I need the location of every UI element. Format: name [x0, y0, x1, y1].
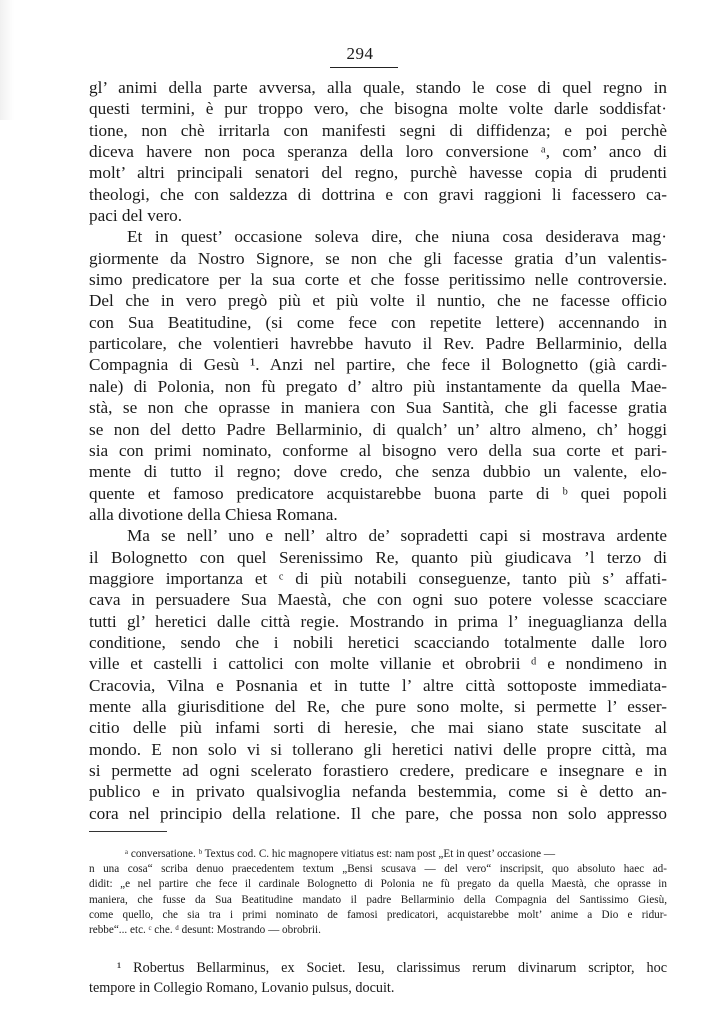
body-text-line: stà, se non che oprasse in maniera con Sua Santità, che gli facesse gratia [89, 398, 667, 418]
body-text-line: cora nel principio della relatione. Il che pare, che possa non solo appresso [89, 803, 667, 823]
footnote-separator-rule [89, 831, 167, 832]
body-text-line: questi termini, è pur troppo vero, che bisogna molte volte darle soddisfat· [89, 99, 667, 119]
apparatus-line: ᵃ conversatione. ᵇ Textus cod. C. hic magnopere vitiatus est: nam post „Et in quest’ occasione — [125, 848, 556, 860]
body-text-line: Ma se nell’ uno e nell’ altro de’ sopradetti capi si mostrava ardente [127, 526, 667, 546]
page-number-underline [330, 67, 398, 68]
body-text-line: conditione, sendo che i nobili heretici scacciando totalmente dalle loro [89, 632, 667, 652]
body-text-line: alla divotione della Chiesa Romana. [89, 504, 338, 524]
body-text-line: citio delle più infami sorti di heresie, che mai siano state suscitate al [89, 718, 667, 738]
page-number: 294 [346, 44, 374, 63]
body-text-line: quente et famoso predicatore acquistarebbe buona parte di ᵇ quei popoli [89, 483, 667, 503]
body-text-line: gl’ animi della parte avversa, alla quale, stando le cose di quel regno in [89, 78, 667, 97]
body-text-line: con Sua Beatitudine, (si come fece con repetite lettere) accennando in [89, 312, 667, 332]
body-text-line: nale) di Polonia, non fù pregato d’ altro più instantamente da quella Mae- [89, 376, 667, 396]
body-text-line: il Bolognetto con quel Serenissimo Re, quanto più giudicava ’l terzo di [89, 547, 667, 567]
body-text-line: mente alla giurisditione del Re, che pure sono molte, si permette l’ esser- [89, 696, 667, 716]
body-text-line: molt’ altri principali senatori del regno, purchè havesse copia di prudenti [89, 163, 667, 183]
body-text-line: tione, non chè irritarla con manifesti segni di diffidenza; e poi perchè [89, 120, 667, 140]
body-text-line: si permette ad ogni scelerato forastiero credere, predicare e insegnare e in [89, 761, 667, 780]
apparatus-line: n una cosa“ scriba denuo praecedentem textum „Bensi scusava — del vero“ inscripsit, quo absoluto haec ad- [89, 863, 667, 876]
body-text-line: paci del vero. [89, 206, 183, 226]
body-text-line: simo predicatore per la sua corte et che fosse peritissimo nelle controversie. [89, 270, 667, 290]
body-text-line: cava in persuadere Sua Maestà, che con ogni suo potere volesse scacciare [89, 590, 667, 610]
footnote-block [89, 958, 667, 998]
body-text-line: mondo. E non solo vi si tollerano gli heretici nativi delle propre città, ma [89, 739, 667, 759]
body-text-line: mente di tutto il regno; dove credo, che senza dubbio un valente, elo- [89, 462, 667, 482]
critical-apparatus [89, 847, 667, 938]
body-text-line: Compagnia di Gesù ¹. Anzi nel partire, che fece il Bolognetto (già cardi- [89, 355, 667, 375]
body-text-line: Del che in vero pregò più et più volte il nuntio, che ne facesse officio [89, 291, 667, 311]
body-text-line: sia con primi nominato, conforme al bisogno vero della sua corte et pari- [89, 440, 667, 460]
body-text-line: Et in quest’ occasione soleva dire, che niuna cosa desiderava mag· [127, 227, 667, 247]
body-text-line: giormente da Nostro Signore, se non che gli facesse gratia d’un valentis- [89, 248, 667, 268]
apparatus-line: maniera, che fusse da Sua Beatitudine mandato il padre Bellarminio della Compagnia del Santissimo Giesù, [89, 893, 667, 906]
body-text-line: ville et castelli i cattolici con molte villanie et obrobrii ᵈ e nondimeno in [89, 654, 667, 674]
apparatus-line: didit: „e nel partire che fece il cardinale Bolognetto di Polonia ne fù pregato da quella Maestà, che oprasse in [89, 878, 667, 891]
body-text-line: tutti gl’ heretici dalle città regie. Mostrando in prima l’ ineguaglianza della [89, 611, 667, 631]
apparatus-line: rebbe“... etc. ᶜ che. ᵈ desunt: Mostrando — obrobrii. [89, 923, 321, 936]
footnote-line: tempore in Collegio Romano, Lovanio pulsus, docuit. [89, 980, 395, 996]
body-text-line: diceva havere non poca speranza della loro conversione ᵃ, com’ anco di [89, 142, 667, 162]
footnote-line: ¹ Robertus Bellarminus, ex Societ. Iesu, clarissimus rerum divinarum scriptor, hoc [117, 960, 667, 976]
body-text-line: theologi, che con saldezza di dottrina e con gravi raggioni li facessero ca- [89, 184, 667, 204]
body-text-line: maggiore importanza et ᶜ di più notabili conseguenze, tanto più s’ affati- [89, 568, 667, 588]
main-text-body [89, 77, 667, 824]
body-text-line: se non del detto Padre Bellarminio, di qualch’ un’ altro almeno, ch’ hoggi [89, 419, 667, 439]
body-text-line: publico e in privato qualsivoglia nefanda bestemmia, come si è detto an- [89, 782, 667, 802]
body-text-line: particolare, che volentieri havrebbe havuto il Rev. Padre Bellarminio, della [89, 334, 667, 354]
apparatus-line: come quello, che sia tra i primi nominato de famosi predicatori, acquistarebbe molt’ anime a Dio e ridur- [89, 908, 667, 921]
body-text-line: Cracovia, Vilna e Posnania et in tutte l’ altre città sottoposte immediata- [89, 675, 667, 695]
